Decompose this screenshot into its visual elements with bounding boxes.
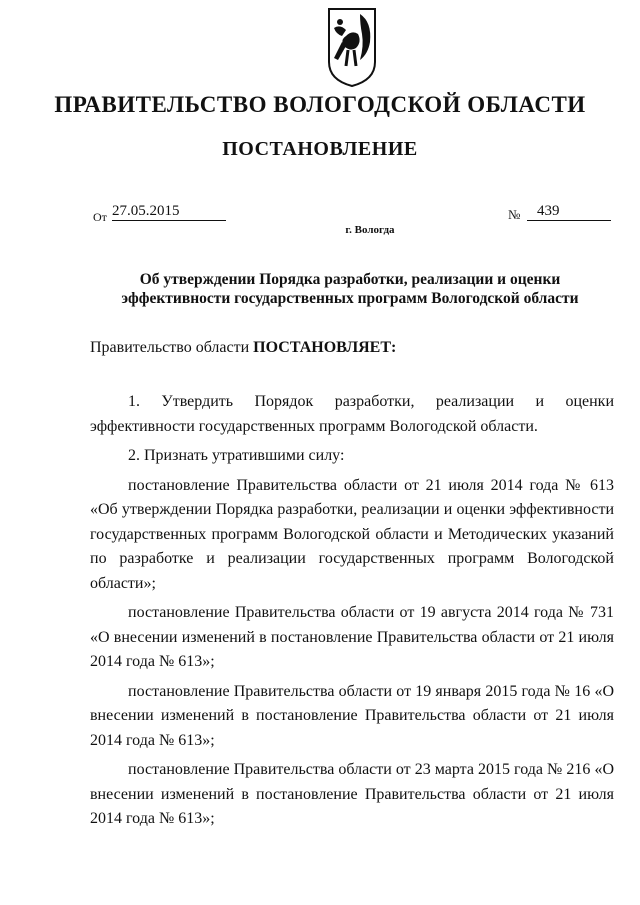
document-subject: Об утверждении Порядка разработки, реализации и оценки эффективности государственных программ Вологодской области [121,271,579,307]
document-type: ПОСТАНОВЛЕНИЕ [222,138,418,160]
document-number [527,203,611,221]
paragraph: постановление Правительства области от 19 января 2015 года № 16 «О внесении изменений в постановление Правительства области от 21 июля 2014 года № 613»; [90,682,614,749]
paragraph: 1. Утвердить Порядок разработки, реализации и оценки эффективности государственных программ Вологодской области. [90,393,614,435]
paragraph: постановление Правительства области от 23 марта 2015 года № 216 «О внесении изменений в постановление Правительства области от 21 июля 2014 года № 613»; [90,761,614,827]
preamble-text: Правительство области [90,339,254,356]
vologda-coat-of-arms-icon [326,6,378,88]
paragraph: постановление Правительства области от 19 августа 2014 года № 731 «О внесении изменений в постановление Правительства области от 21 июля 2014 года № 613»; [90,604,614,670]
date-text: 27.05.2015 [112,203,180,219]
preamble [90,339,396,357]
government-title: ПРАВИТЕЛЬСТВО ВОЛОГОДСКОЙ ОБЛАСТИ [54,92,586,117]
document-date [112,203,226,221]
document-body [90,390,614,837]
paragraph: 2. Признать утратившими силу: [128,447,345,464]
number-text: 439 [537,203,560,219]
city: г. Вологда [345,224,395,236]
number-prefix: № [508,207,521,222]
preamble-emphasis: ПОСТАНОВЛЯЕТ: [253,339,397,356]
date-prefix: От [93,210,107,224]
paragraph: постановление Правительства области от 21 июля 2014 года № 613 «Об утверждении Порядка разработки, реализации и оценки эффективности государственных программ Вологодской области и Методических указаний по разработке и реализации государственных программ Вологодской области»; [90,476,614,592]
